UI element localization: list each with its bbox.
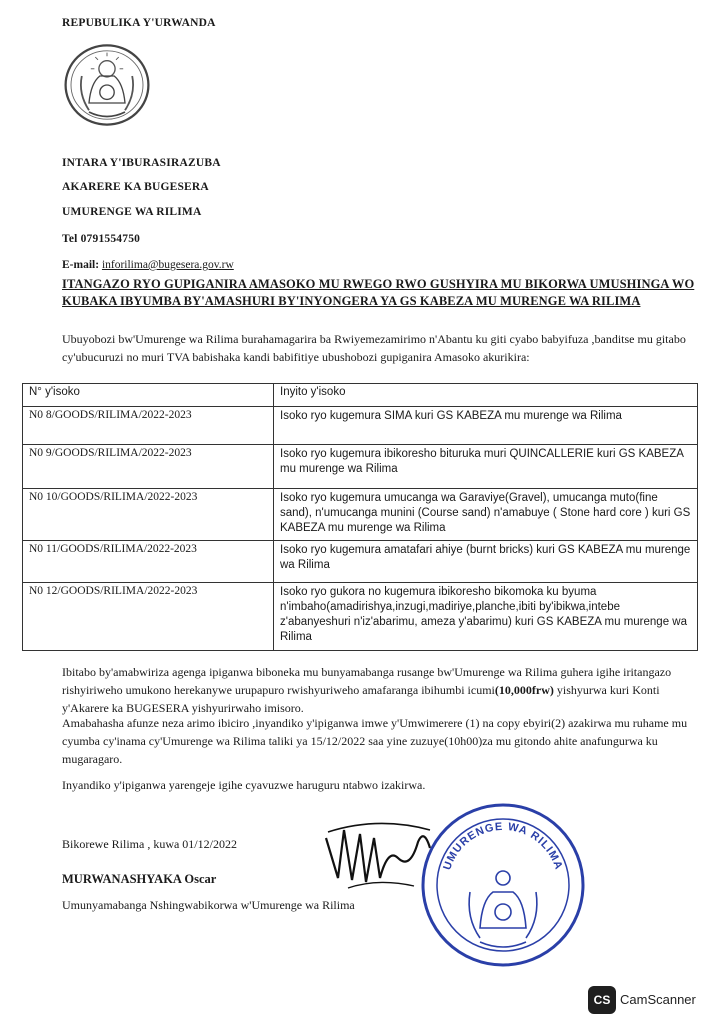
- district-name: AKARERE KA BUGESERA: [62, 181, 209, 193]
- telephone: Tel 0791554750: [62, 233, 141, 245]
- province-name: INTARA Y'IBURASIRAZUBA: [62, 157, 221, 169]
- tender-description: Isoko ryo kugemura umucanga wa Garaviye(Gravel), umucanga muto(fine sand), n'umucanga munini (Course sand) n'amabuye ( Stone hard core ) kuri GS KABEZA mu murenge wa Rilima: [274, 489, 698, 541]
- email-address[interactable]: inforilima@bugesera.gov.rw: [101, 259, 234, 271]
- bidding-documents-paragraph: [62, 663, 702, 717]
- camscanner-logo-icon: CS: [588, 986, 616, 1014]
- fee-amount: (10,000frw): [494, 683, 554, 697]
- table-row: [23, 583, 698, 651]
- submission-paragraph: Amabahasha afunze neza arimo ibiciro ,inyandiko y'ipiganwa imwe y'Umwimerere (1) na copy ebyiri(2) azakirwa mu ruhame mu cyumba cy'inama cy'Umurenge wa Rilima taliki ya 15/12/2022 saa yine zuzuye(10h00)za mu gitondo ahite anafungurwa ku mugaragaro.: [62, 716, 688, 766]
- late-submission-paragraph: Inyandiko y'ipiganwa yarengeje igihe cyavuzwe haruguru ntabwo izakirwa.: [62, 778, 426, 792]
- column-header-number: N° y'isoko: [23, 384, 274, 407]
- sector-name: UMURENGE WA RILIMA: [62, 206, 202, 218]
- rwanda-coat-of-arms-icon: [62, 40, 152, 130]
- tender-code: N0 11/GOODS/RILIMA/2022-2023: [23, 541, 274, 583]
- svg-text:UMURENGE WA RILIMA: [441, 821, 565, 872]
- tenders-table: [22, 383, 698, 651]
- intro-paragraph: Ubuyobozi bw'Umurenge wa Rilima burahamagarira ba Rwiyemezamirimo n'Abantu ku giti cyabo babyifuza ,banditse mu gitabo cy'ubucuruzi no muri TVA babishaka kandi babifitiye ubushobozi gupiganira Amasoko akurikira:: [62, 332, 686, 364]
- table-row: [23, 445, 698, 489]
- tender-description: Isoko ryo kugemura ibikoresho bituruka muri QUINCALLERIE kuri GS KABEZA mu murenge wa Rilima: [274, 445, 698, 489]
- tender-code: N0 10/GOODS/RILIMA/2022-2023: [23, 489, 274, 541]
- tender-code: N0 9/GOODS/RILIMA/2022-2023: [23, 445, 274, 489]
- tender-description: Isoko ryo kugemura SIMA kuri GS KABEZA mu murenge wa Rilima: [274, 407, 698, 445]
- stamp-emblem-icon: [469, 871, 537, 947]
- country-name: REPUBULIKA Y'URWANDA: [62, 17, 216, 29]
- camscanner-watermark: CamScanner: [620, 992, 696, 1007]
- table-row: [23, 407, 698, 445]
- bidding-documents-text: Ibitabo by'amabwiriza agenga ipiganwa biboneka mu bunyamabanga rusange bw'Umurenge wa Rilima guhera igihe iritangazo rishyiriweho umukono herekanywe urupapuro rwishyuriweho amafaranga ibihumbi icumi: [62, 665, 672, 697]
- tender-code: N0 8/GOODS/RILIMA/2022-2023: [23, 407, 274, 445]
- official-stamp: [418, 800, 588, 970]
- signer-name: MURWANASHYAKA Oscar: [62, 872, 217, 886]
- tender-code: N0 12/GOODS/RILIMA/2022-2023: [23, 583, 274, 651]
- signer-title: Umunyamabanga Nshingwabikorwa w'Umurenge wa Rilima: [62, 898, 355, 912]
- tender-description: Isoko ryo kugemura amatafari ahiye (burnt bricks) kuri GS KABEZA mu murenge wa Rilima: [274, 541, 698, 583]
- table-row: [23, 541, 698, 583]
- tender-description: Isoko ryo gukora no kugemura ibikoresho bikomoka ku byuma n'imbaho(amadirishya,inzugi,madiriye,planche,ibiti by'ibikwa,intebe z'abanyeshuri n'iz'abarimu, ameza y'abarimu) kuri GS KABEZA mu murenge wa Rilima: [274, 583, 698, 651]
- notice-subject: ITANGAZO RYO GUPIGANIRA AMASOKO MU RWEGO RWO GUSHYIRA MU BIKORWA UMUSHINGA WO KUBAKA IBYUMBA BY'AMASHURI BY'INYONGERA YA GS KABEZA MU MURENGE WA RILIMA: [62, 277, 695, 308]
- email-label: E-mail:: [62, 259, 100, 271]
- stamp-text: UMURENGE WA RILIMA: [441, 820, 565, 872]
- table-row: [23, 489, 698, 541]
- email-line: [62, 259, 234, 271]
- place-and-date: Bikorewe Rilima , kuwa 01/12/2022: [62, 837, 237, 851]
- column-header-title: Inyito y'isoko: [274, 384, 698, 407]
- table-header-row: [23, 384, 698, 407]
- bidding-documents-text-end: yishyurwa kuri Konti y'Akarere ka BUGESERA yishyurirwaho imisoro.: [62, 683, 660, 715]
